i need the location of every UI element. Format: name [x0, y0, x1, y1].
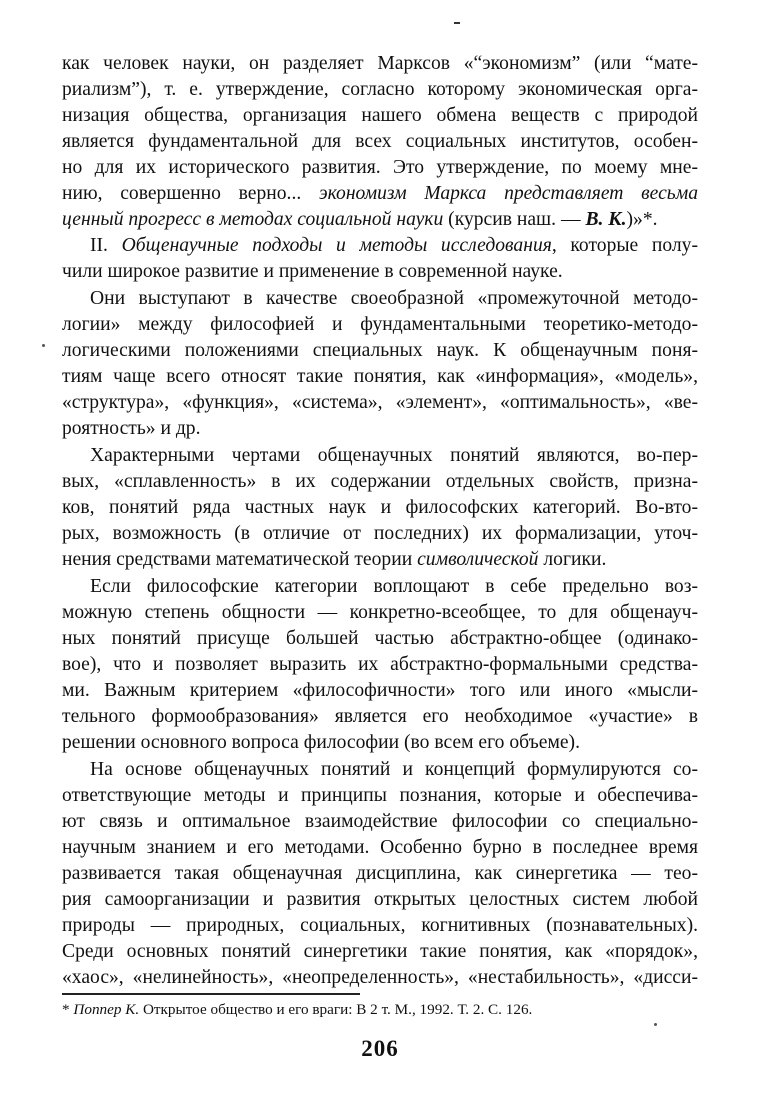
text-line: роятность» и др. [62, 418, 201, 439]
text-run: нию, совершенно верно... [62, 183, 319, 204]
text-line: ют связь и оптимальное взаимодействие философии со специально- [62, 811, 698, 832]
italic-quote: ценный прогресс в методах социальной науки [62, 209, 444, 230]
text-line: Они выступают в качестве своеобразной «промежуточной методо- [90, 288, 698, 309]
footnote [62, 1000, 698, 1020]
text-line: ков, понятий ряда частных наук и философских категорий. Во-вто- [62, 497, 698, 518]
text-line [90, 233, 698, 259]
italic-term: символической [417, 549, 539, 570]
text-line: «структура», «функция», «система», «элемент», «оптимальность», «ве- [62, 392, 698, 413]
text-run: )»*. [626, 209, 658, 230]
text-run: , которые полу- [551, 235, 698, 256]
text-line: тельного формообразования» является его необходимое «участие» в [62, 706, 698, 727]
footnote-mark: * [62, 1001, 74, 1018]
text-line: логическими положениями специальных наук. К общенаучным поня- [62, 340, 698, 361]
text-line [62, 181, 698, 207]
text-line: рия самоорганизации и развития открытых целостных систем любой [62, 889, 698, 910]
text-line: ми. Важным критерием «философичности» того или иного «мысли- [62, 680, 698, 701]
text-line: ных понятий присуще большей частью абстрактно-общее (одинако- [62, 628, 698, 649]
footnote-author: Поппер К. [73, 1001, 140, 1018]
text-line: вых, «сплавленность» в их содержании отдельных свойств, призна- [62, 471, 698, 492]
text-line: но для их исторического развития. Это утверждение, по моему мне- [62, 157, 698, 178]
text-run: логики. [538, 549, 607, 570]
text-line [62, 547, 698, 573]
text-line: Среди основных понятий синергетики такие понятия, как «порядок», [62, 941, 698, 962]
text-line: решении основного вопроса философии (во всем его объеме). [62, 732, 580, 753]
text-line: является фундаментальной для всех социальных институтов, особен- [62, 131, 698, 152]
text-line: научным знанием и его методами. Особенно бурно в последнее время [62, 837, 698, 858]
text-line [62, 207, 698, 233]
footnote-text: Открытое общество и его враги: В 2 т. М., 1992. Т. 2. С. 126. [139, 1001, 533, 1018]
text-line: логии» между философией и фундаментальными теоретико-методо- [62, 314, 698, 335]
footnote-divider [62, 993, 360, 995]
section-heading: Общенаучные подходы и методы исследования [121, 235, 552, 256]
text-line: ответствующие методы и принципы познания, которые и обеспечива- [62, 785, 698, 806]
print-mark [454, 22, 460, 24]
author-initials: В. К. [585, 209, 627, 230]
text-line: Характерными чертами общенаучных понятий являются, во-пер- [90, 445, 698, 466]
text-line: чили широкое развитие и применение в современной науке. [62, 261, 563, 282]
text-line: вое), что и позволяет выразить их абстрактно-формальными средства- [62, 654, 698, 675]
section-number: II. [90, 235, 122, 256]
text-run: (курсив наш. — [443, 209, 586, 230]
text-line: низация общества, организация нашего обмена веществ с природой [62, 105, 698, 126]
text-line: природы — природных, социальных, когнитивных (познавательных). [62, 915, 698, 936]
text-line: как человек науки, он разделяет Марксов «“экономизм” (или “мате- [62, 53, 698, 74]
page-number: 206 [361, 1036, 399, 1061]
italic-quote: экономизм Маркса представляет весьма [318, 183, 698, 204]
speck [42, 344, 45, 347]
text-run: нения средствами математической теории [62, 549, 418, 570]
text-line: Если философские категории воплощают в себе предельно воз- [90, 576, 698, 597]
text-line: риализм”), т. е. утверждение, согласно которому экономическая орга- [62, 79, 698, 100]
text-line: тиям чаще всего относят такие понятия, как «информация», «модель», [62, 366, 698, 387]
text-line: рых, возможность (в отличие от последних) их формализации, уточ- [62, 523, 698, 544]
text-line: развивается такая общенаучная дисциплина, как синергетика — тео- [62, 863, 698, 884]
text-line: «хаос», «нелинейность», «неопределенность», «нестабильность», «дисси- [62, 967, 698, 988]
speck [654, 1023, 657, 1026]
text-line: На основе общенаучных понятий и концепций формулируются со- [90, 759, 698, 780]
text-line: можную степень общности — конкретно-всеобщее, то для общенауч- [62, 602, 698, 623]
